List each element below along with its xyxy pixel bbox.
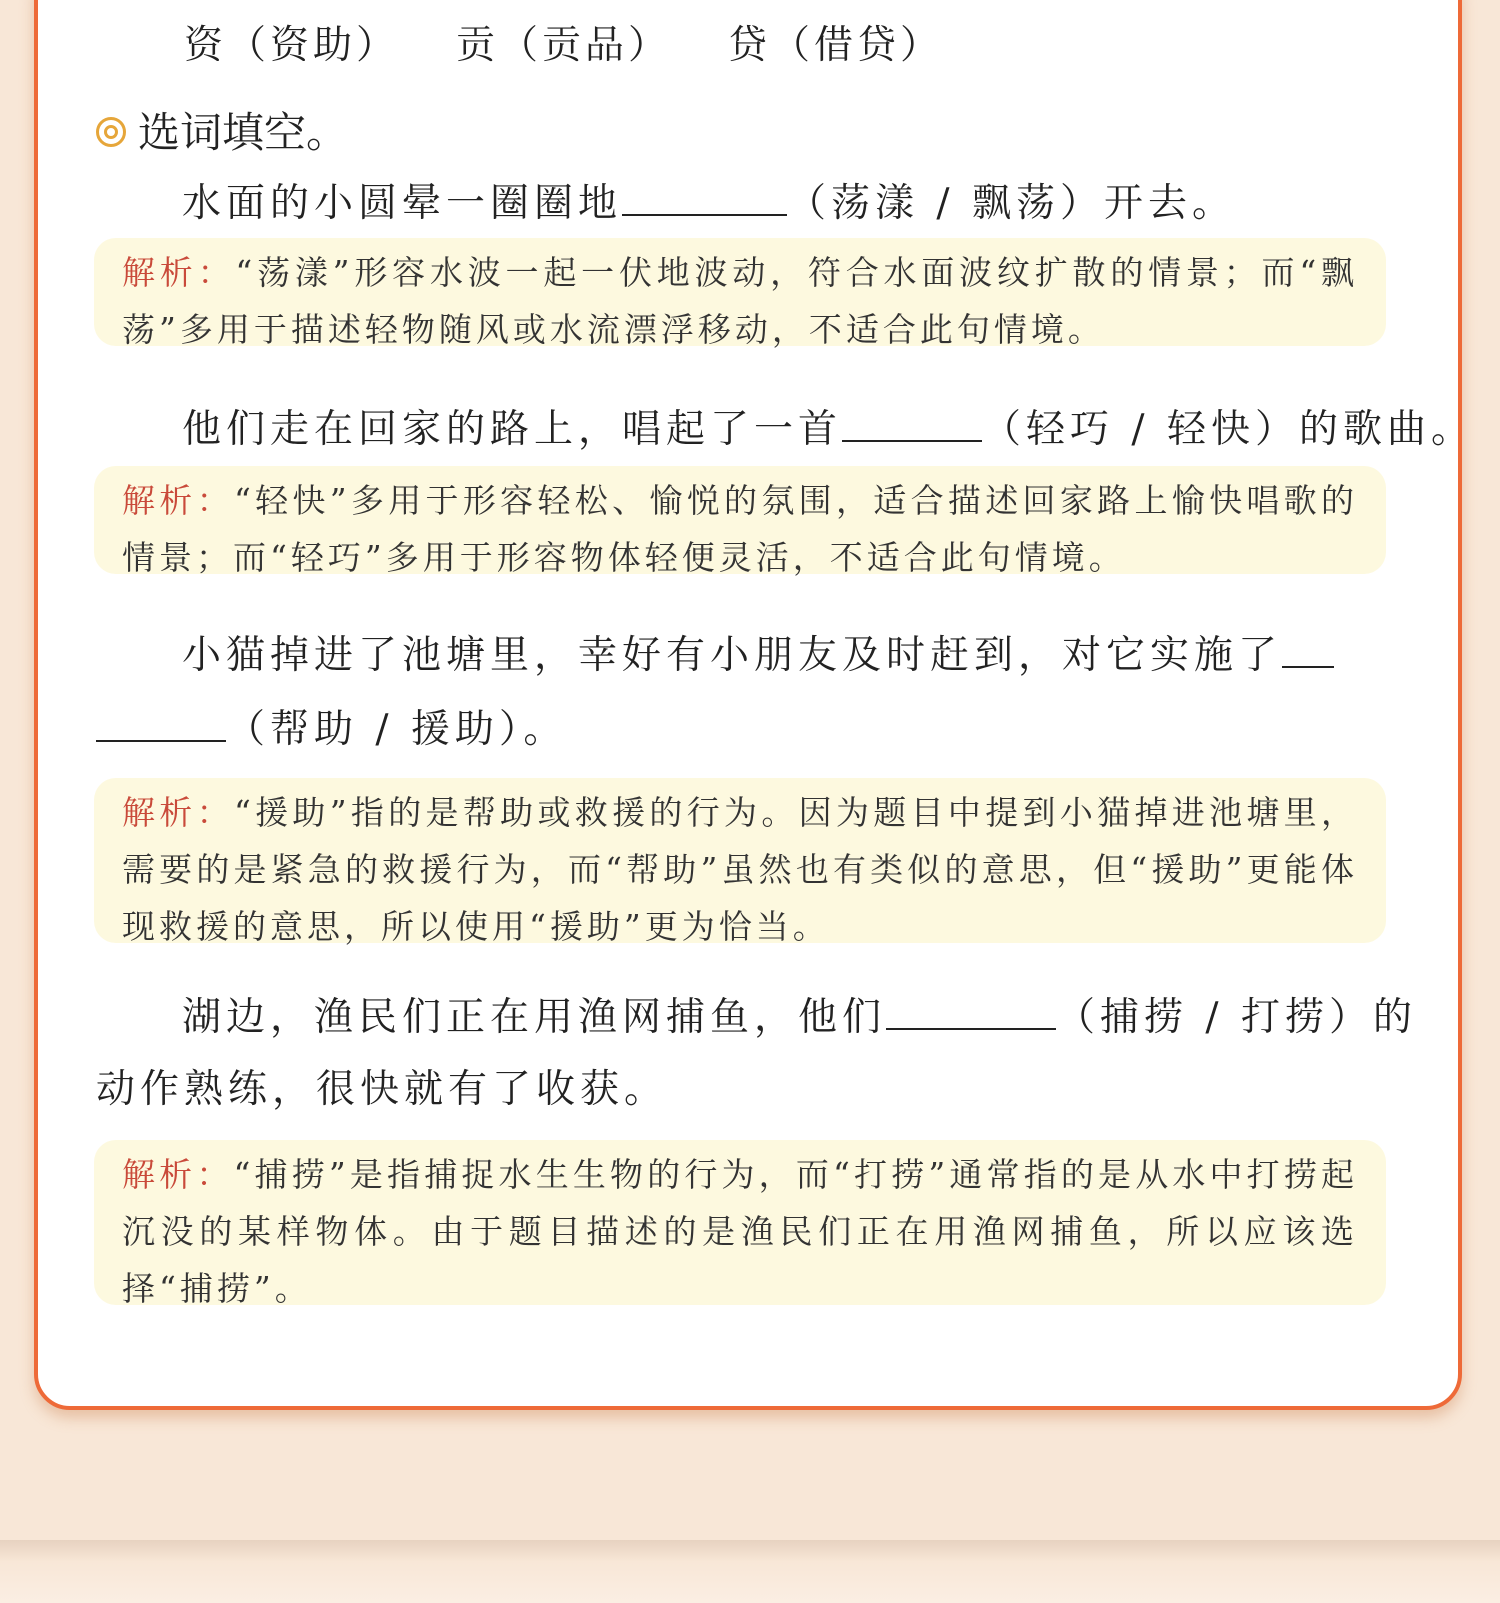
question-options: （荡漾 / 飘荡）开去。 — [787, 181, 1236, 226]
question-text: 他们走在回家的路上，唱起了一首 — [182, 407, 843, 452]
question-3-line-2 — [96, 698, 567, 754]
answer-blank[interactable] — [622, 175, 787, 216]
section-title: 选词填空。 — [138, 108, 349, 157]
question-text: 小猫掉进了池塘里，幸好有小朋友及时赶到，对它实施了 — [182, 633, 1283, 678]
question-options: （捕捞 / 打捞）的 — [1056, 995, 1417, 1040]
question-2 — [182, 398, 1475, 454]
analysis-text: “荡漾”形容水波一起一伏地波动，符合水面波纹扩散的情景；而“飘荡”多用于描述轻物随风或水流漂浮移动，不适合此句情境。 — [122, 253, 1358, 349]
question-3 — [182, 624, 1334, 680]
analysis-box — [94, 466, 1386, 577]
analysis-label: 解析： — [122, 1155, 234, 1194]
question-1 — [182, 172, 1236, 228]
analysis-box — [94, 238, 1386, 349]
word-pair: 资（资助） — [184, 23, 400, 68]
word-pair: 贷（借贷） — [728, 23, 944, 68]
answer-blank[interactable] — [1282, 627, 1334, 668]
analysis-label: 解析： — [122, 481, 234, 520]
word-pair-row — [184, 14, 943, 70]
question-4 — [182, 986, 1417, 1042]
analysis-text: “捕捞”是指捕捉水生生物的行为，而“打捞”通常指的是从水中打捞起沉没的某样物体。由于题目描述的是渔民们正在用渔网捕鱼，所以应该选择“捕捞”。 — [122, 1155, 1359, 1308]
word-pair: 贡（贡品） — [456, 23, 672, 68]
question-text: 动作熟练，很快就有了收获。 — [96, 1067, 669, 1112]
question-options: （轻巧 / 轻快）的歌曲。 — [982, 407, 1475, 452]
question-4-line-2 — [96, 1058, 668, 1114]
question-options: （帮助 / 援助）。 — [226, 707, 568, 752]
analysis-label: 解析： — [122, 793, 234, 832]
answer-blank[interactable] — [842, 401, 982, 442]
answer-blank[interactable] — [886, 989, 1056, 1030]
analysis-box — [94, 778, 1386, 946]
circle-bullet-icon — [96, 117, 126, 147]
analysis-text: “援助”指的是帮助或救援的行为。因为题目中提到小猫掉进池塘里，需要的是紧急的救援行为，而“帮助”虽然也有类似的意思，但“援助”更能体现救援的意思，所以使用“援助”更为恰当。 — [122, 793, 1358, 946]
analysis-label: 解析： — [122, 253, 236, 292]
page-bottom-shade — [0, 1540, 1500, 1603]
section-heading — [96, 100, 348, 160]
analysis-text: “轻快”多用于形容轻松、愉悦的氛围，适合描述回家路上愉快唱歌的情景；而“轻巧”多用于形容物体轻便灵活，不适合此句情境。 — [122, 481, 1358, 577]
answer-blank[interactable] — [96, 701, 226, 742]
question-text: 水面的小圆晕一圈圈地 — [182, 181, 623, 226]
analysis-box — [94, 1140, 1386, 1308]
question-text: 湖边，渔民们正在用渔网捕鱼，他们 — [182, 995, 887, 1040]
